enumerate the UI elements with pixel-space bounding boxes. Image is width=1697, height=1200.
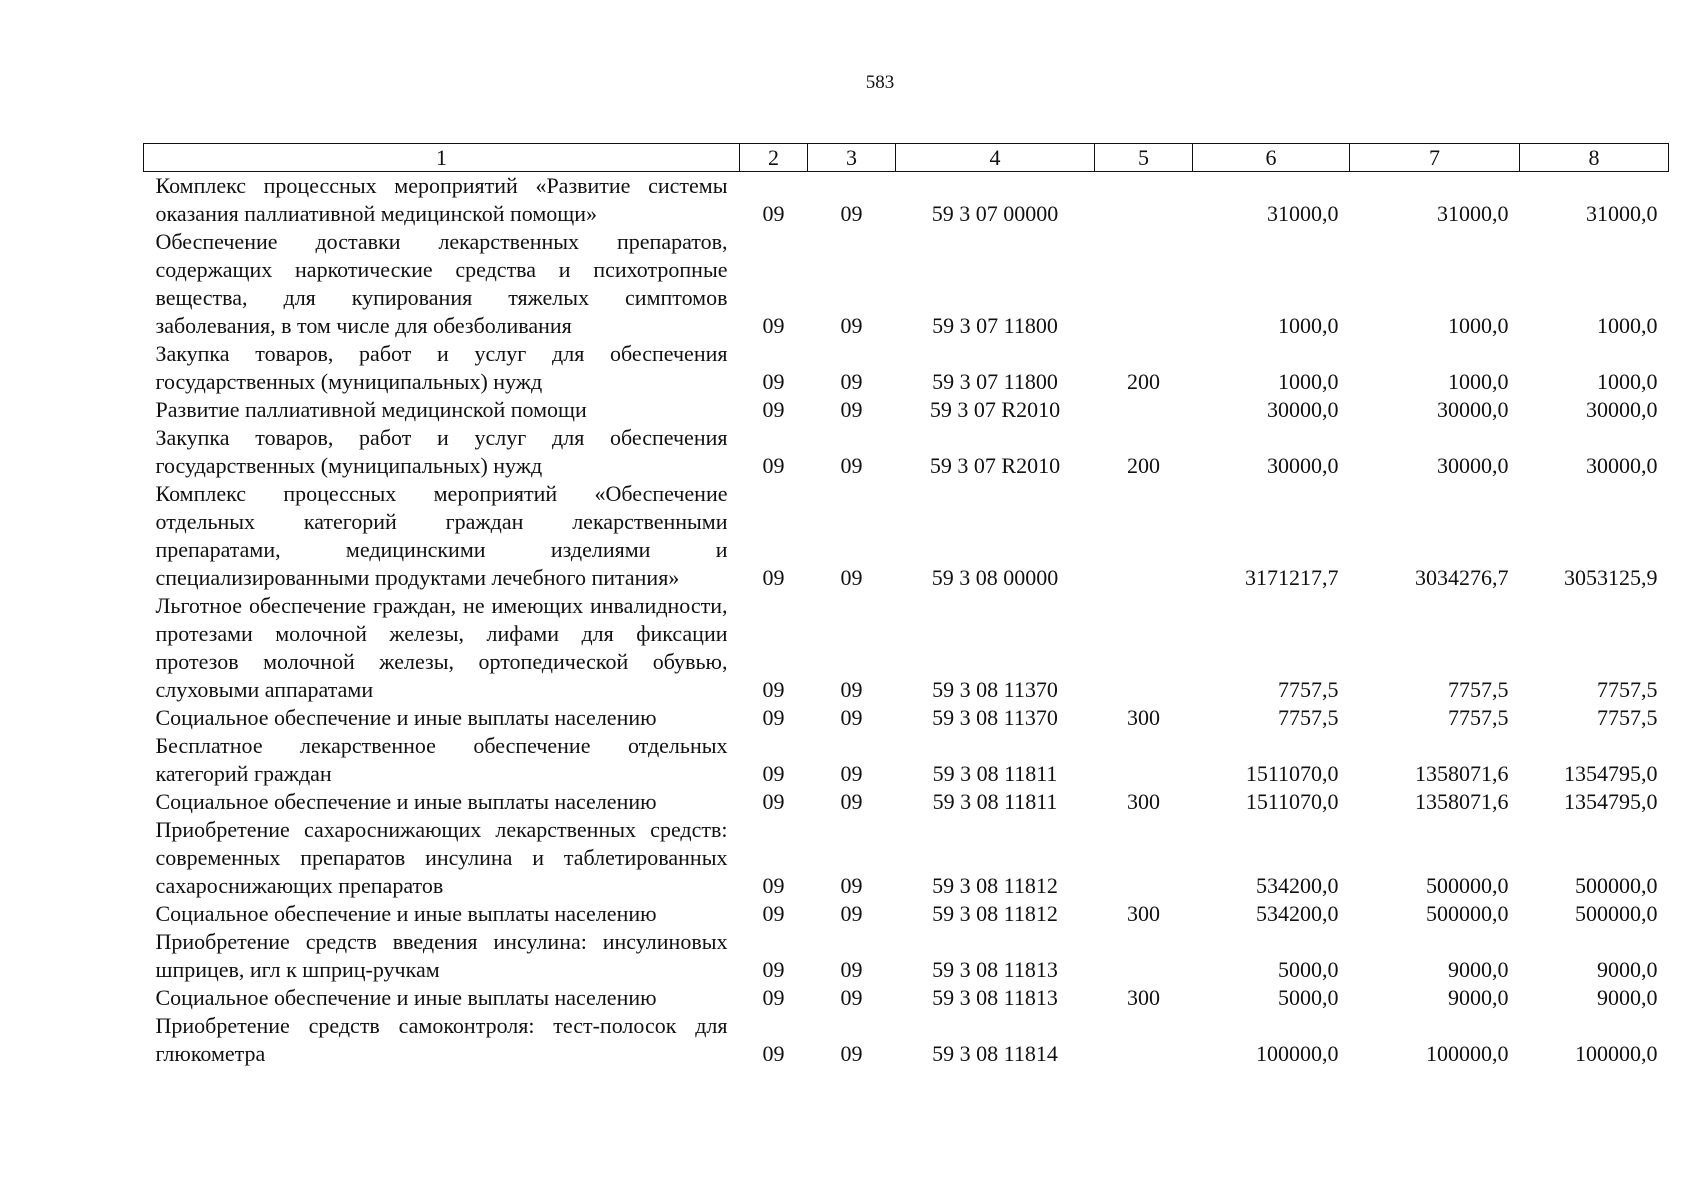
amount-col7-cell: 31000,0 bbox=[1437, 201, 1509, 226]
subsection-code-cell: 09 bbox=[840, 397, 863, 422]
subsection-code-cell: 09 bbox=[840, 705, 863, 730]
amount-col8-cell: 1000,0 bbox=[1597, 369, 1658, 394]
amount-col7-cell: 9000,0 bbox=[1448, 957, 1509, 982]
table-row bbox=[144, 816, 1669, 900]
amount-col8-cell: 9000,0 bbox=[1597, 985, 1658, 1010]
table-row bbox=[144, 592, 1669, 704]
amount-col6-cell: 7757,5 bbox=[1278, 677, 1339, 702]
column-header-4: 4 bbox=[896, 144, 1095, 172]
expense-type-cell: 200 bbox=[1127, 369, 1160, 394]
section-code-cell: 09 bbox=[762, 369, 785, 394]
expense-type-cell bbox=[1095, 816, 1193, 900]
amount-col8-cell: 30000,0 bbox=[1586, 453, 1658, 478]
table-row bbox=[144, 732, 1669, 788]
target-article-cell: 59 3 08 11811 bbox=[932, 761, 1058, 786]
target-article-cell: 59 3 08 11813 bbox=[932, 985, 1058, 1010]
expense-type-cell bbox=[1095, 1012, 1193, 1068]
column-header-3: 3 bbox=[808, 144, 896, 172]
row-name-cell: Льготное обеспечение граждан, не имеющих инвалидности, протезами молочной железы, лифами для фиксации протезов молочной железы, ортопедической обувью, слуховыми аппаратами bbox=[155, 593, 728, 702]
page-number: 583 bbox=[865, 72, 895, 93]
amount-col7-cell: 3034276,7 bbox=[1415, 565, 1509, 590]
section-code-cell: 09 bbox=[762, 985, 785, 1010]
section-code-cell: 09 bbox=[762, 789, 785, 814]
amount-col7-cell: 30000,0 bbox=[1437, 397, 1509, 422]
amount-col8-cell: 31000,0 bbox=[1586, 201, 1658, 226]
expense-type-cell: 300 bbox=[1127, 985, 1160, 1010]
row-name-cell: Социальное обеспечение и иные выплаты населению bbox=[155, 789, 657, 814]
subsection-code-cell: 09 bbox=[840, 677, 863, 702]
table-header-row bbox=[144, 144, 1669, 172]
amount-col6-cell: 1000,0 bbox=[1278, 369, 1339, 394]
expense-type-cell bbox=[1095, 732, 1193, 788]
amount-col8-cell: 1354795,0 bbox=[1564, 789, 1658, 814]
row-name-cell: Бесплатное лекарственное обеспечение отдельных категорий граждан bbox=[155, 733, 728, 786]
subsection-code-cell: 09 bbox=[840, 789, 863, 814]
row-name-cell: Обеспечение доставки лекарственных препаратов, содержащих наркотические средства и психотропные вещества, для купирования тяжелых симптомов заболевания, в том числе для обезболивания bbox=[155, 229, 728, 338]
target-article-cell: 59 3 08 11370 bbox=[932, 677, 1058, 702]
amount-col6-cell: 30000,0 bbox=[1267, 453, 1339, 478]
subsection-code-cell: 09 bbox=[840, 369, 863, 394]
subsection-code-cell: 09 bbox=[840, 1041, 863, 1066]
target-article-cell: 59 3 07 11800 bbox=[932, 313, 1058, 338]
section-code-cell: 09 bbox=[762, 705, 785, 730]
amount-col6-cell: 5000,0 bbox=[1278, 985, 1339, 1010]
amount-col8-cell: 9000,0 bbox=[1597, 957, 1658, 982]
table-row bbox=[144, 424, 1669, 480]
subsection-code-cell: 09 bbox=[840, 565, 863, 590]
row-name-cell: Приобретение средств самоконтроля: тест-полосок для глюкометра bbox=[155, 1013, 728, 1066]
amount-col7-cell: 9000,0 bbox=[1448, 985, 1509, 1010]
row-name-cell: Комплекс процессных мероприятий «Обеспечение отдельных категорий граждан лекарственными препаратами, медицинскими изделиями и специализированными продуктами лечебного питания» bbox=[155, 481, 728, 590]
amount-col6-cell: 5000,0 bbox=[1278, 957, 1339, 982]
subsection-code-cell: 09 bbox=[840, 873, 863, 898]
expense-type-cell: 200 bbox=[1127, 453, 1160, 478]
target-article-cell: 59 3 08 11370 bbox=[932, 705, 1058, 730]
row-name-cell: Приобретение сахароснижающих лекарственных средств: современных препаратов инсулина и таблетированных сахароснижающих препаратов bbox=[155, 817, 728, 898]
section-code-cell: 09 bbox=[762, 453, 785, 478]
column-header-7: 7 bbox=[1350, 144, 1520, 172]
expense-type-cell: 300 bbox=[1127, 789, 1160, 814]
row-name-cell: Социальное обеспечение и иные выплаты населению bbox=[155, 901, 657, 926]
expense-type-cell bbox=[1095, 396, 1193, 424]
amount-col7-cell: 1358071,6 bbox=[1415, 761, 1509, 786]
subsection-code-cell: 09 bbox=[840, 761, 863, 786]
row-name-cell: Социальное обеспечение и иные выплаты населению bbox=[155, 985, 657, 1010]
subsection-code-cell: 09 bbox=[840, 313, 863, 338]
table-row bbox=[144, 340, 1669, 396]
target-article-cell: 59 3 08 11812 bbox=[932, 901, 1058, 926]
row-name-cell: Приобретение средств введения инсулина: инсулиновых шприцев, игл к шприц-ручкам bbox=[155, 929, 728, 982]
amount-col8-cell: 30000,0 bbox=[1586, 397, 1658, 422]
amount-col6-cell: 534200,0 bbox=[1256, 901, 1339, 926]
amount-col7-cell: 500000,0 bbox=[1426, 901, 1509, 926]
target-article-cell: 59 3 08 11814 bbox=[932, 1041, 1058, 1066]
section-code-cell: 09 bbox=[762, 957, 785, 982]
target-article-cell: 59 3 07 R2010 bbox=[929, 397, 1061, 422]
target-article-cell: 59 3 08 11811 bbox=[932, 789, 1058, 814]
target-article-cell: 59 3 07 R2010 bbox=[929, 453, 1061, 478]
amount-col7-cell: 7757,5 bbox=[1448, 677, 1509, 702]
target-article-cell: 59 3 08 00000 bbox=[931, 565, 1059, 590]
amount-col7-cell: 100000,0 bbox=[1426, 1041, 1509, 1066]
subsection-code-cell: 09 bbox=[840, 201, 863, 226]
row-name-cell: Развитие паллиативной медицинской помощи bbox=[155, 397, 587, 422]
section-code-cell: 09 bbox=[762, 565, 785, 590]
budget-table bbox=[143, 143, 1669, 1068]
section-code-cell: 09 bbox=[762, 1041, 785, 1066]
amount-col6-cell: 1511070,0 bbox=[1245, 789, 1339, 814]
section-code-cell: 09 bbox=[762, 313, 785, 338]
amount-col6-cell: 100000,0 bbox=[1256, 1041, 1339, 1066]
table-row bbox=[144, 984, 1669, 1012]
column-header-8: 8 bbox=[1520, 144, 1669, 172]
expense-type-cell bbox=[1095, 592, 1193, 704]
column-header-6: 6 bbox=[1193, 144, 1350, 172]
row-name-cell: Закупка товаров, работ и услуг для обеспечения государственных (муниципальных) нужд bbox=[155, 425, 728, 478]
column-header-1: 1 bbox=[144, 144, 740, 172]
subsection-code-cell: 09 bbox=[840, 901, 863, 926]
table-row bbox=[144, 928, 1669, 984]
amount-col8-cell: 1000,0 bbox=[1597, 313, 1658, 338]
subsection-code-cell: 09 bbox=[840, 985, 863, 1010]
expense-type-cell: 300 bbox=[1127, 705, 1160, 730]
amount-col6-cell: 3171217,7 bbox=[1245, 565, 1339, 590]
amount-col8-cell: 1354795,0 bbox=[1564, 761, 1658, 786]
amount-col6-cell: 31000,0 bbox=[1267, 201, 1339, 226]
amount-col7-cell: 1000,0 bbox=[1448, 369, 1509, 394]
amount-col6-cell: 1000,0 bbox=[1278, 313, 1339, 338]
column-header-2: 2 bbox=[740, 144, 808, 172]
amount-col6-cell: 1511070,0 bbox=[1245, 761, 1339, 786]
amount-col7-cell: 7757,5 bbox=[1448, 705, 1509, 730]
expense-type-cell bbox=[1095, 172, 1193, 229]
table-row bbox=[144, 704, 1669, 732]
subsection-code-cell: 09 bbox=[840, 957, 863, 982]
subsection-code-cell: 09 bbox=[840, 453, 863, 478]
section-code-cell: 09 bbox=[762, 397, 785, 422]
section-code-cell: 09 bbox=[762, 901, 785, 926]
row-name-cell: Социальное обеспечение и иные выплаты населению bbox=[155, 705, 657, 730]
row-name-cell: Комплекс процессных мероприятий «Развитие системы оказания паллиативной медицинской помощи» bbox=[155, 173, 728, 226]
target-article-cell: 59 3 07 11800 bbox=[932, 369, 1058, 394]
expense-type-cell bbox=[1095, 480, 1193, 592]
expense-type-cell bbox=[1095, 928, 1193, 984]
row-name-cell: Закупка товаров, работ и услуг для обеспечения государственных (муниципальных) нужд bbox=[155, 341, 728, 394]
expense-type-cell: 300 bbox=[1127, 901, 1160, 926]
target-article-cell: 59 3 07 00000 bbox=[931, 201, 1059, 226]
section-code-cell: 09 bbox=[762, 873, 785, 898]
section-code-cell: 09 bbox=[762, 677, 785, 702]
table-row bbox=[144, 788, 1669, 816]
amount-col8-cell: 7757,5 bbox=[1597, 705, 1658, 730]
amount-col6-cell: 534200,0 bbox=[1256, 873, 1339, 898]
amount-col8-cell: 100000,0 bbox=[1575, 1041, 1658, 1066]
table-row bbox=[144, 396, 1669, 424]
amount-col7-cell: 1000,0 bbox=[1448, 313, 1509, 338]
table-row bbox=[144, 228, 1669, 340]
table-row bbox=[144, 900, 1669, 928]
expense-type-cell bbox=[1095, 228, 1193, 340]
amount-col7-cell: 1358071,6 bbox=[1415, 789, 1509, 814]
section-code-cell: 09 bbox=[762, 201, 785, 226]
target-article-cell: 59 3 08 11813 bbox=[932, 957, 1058, 982]
table-row bbox=[144, 172, 1669, 229]
amount-col7-cell: 30000,0 bbox=[1437, 453, 1509, 478]
section-code-cell: 09 bbox=[762, 761, 785, 786]
amount-col8-cell: 500000,0 bbox=[1575, 901, 1658, 926]
target-article-cell: 59 3 08 11812 bbox=[932, 873, 1058, 898]
amount-col7-cell: 500000,0 bbox=[1426, 873, 1509, 898]
amount-col6-cell: 30000,0 bbox=[1267, 397, 1339, 422]
table-row bbox=[144, 1012, 1669, 1068]
table-row bbox=[144, 480, 1669, 592]
column-header-5: 5 bbox=[1095, 144, 1193, 172]
amount-col6-cell: 7757,5 bbox=[1278, 705, 1339, 730]
table-body bbox=[144, 172, 1669, 1069]
amount-col8-cell: 500000,0 bbox=[1575, 873, 1658, 898]
amount-col8-cell: 7757,5 bbox=[1597, 677, 1658, 702]
amount-col8-cell: 3053125,9 bbox=[1564, 565, 1658, 590]
